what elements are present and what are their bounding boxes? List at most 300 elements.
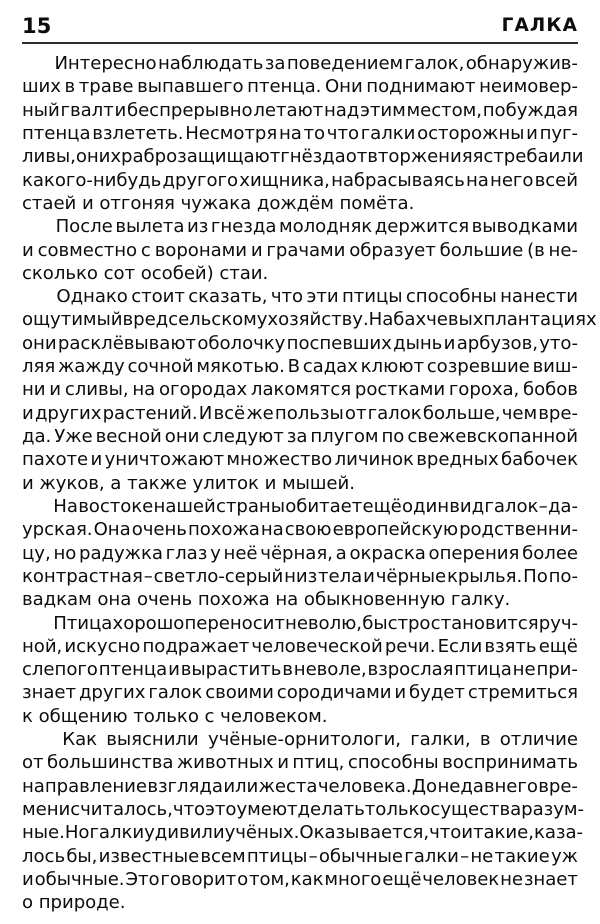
word: становится [430,612,539,634]
word: по- [548,565,578,587]
word: сельскому [168,309,268,331]
word: птиц, [292,752,345,774]
text-line [22,192,578,215]
word: – [308,845,318,867]
word: сливы, [64,379,129,401]
word: вре- [538,402,578,424]
word: при- [536,659,578,681]
word: человека. [317,775,412,797]
word: что [172,799,206,820]
word: Если [437,635,483,657]
text-line [22,751,578,774]
word: держится [374,216,470,238]
word: каза- [533,822,583,844]
word: неволе, [293,659,367,681]
text-line [22,99,578,122]
word: за [264,53,286,74]
word: глаз [165,542,208,564]
word: Несмотря [185,122,278,144]
word: ростками [354,379,446,401]
word: и [168,659,180,681]
word: В [287,356,300,378]
word: галок [484,495,539,517]
word: множество [226,449,333,471]
paragraph [22,285,597,495]
word: урская. [22,519,93,541]
paragraph [22,52,584,215]
word: После [55,216,113,238]
word: из [187,216,209,238]
word: страны [216,495,285,517]
word: разум- [521,799,584,820]
word: такие, [473,822,534,844]
word: бабочек [501,449,578,471]
text-line [22,215,578,238]
word: сочной [127,356,194,378]
text-line [22,262,578,285]
word: делать [297,799,365,820]
word: учёные-орнитологи, [207,729,401,751]
text-line [22,612,578,635]
word: Это [125,868,160,890]
word: и [90,449,103,471]
word: воспринимать [442,752,578,774]
word: взгляда [147,775,223,797]
word: чёрная, [260,542,333,564]
word: жажду [58,356,125,378]
word: считалось, [70,799,173,820]
word: этим [360,99,406,121]
word: и [49,379,62,401]
word: подражает [142,635,250,657]
word: умеют [236,799,298,820]
text-line [22,52,578,75]
text-line [22,239,578,262]
word: гнезда [210,216,277,238]
word: птица [454,659,512,681]
text-line [22,635,578,658]
word: галок [148,682,203,704]
word: обитает [285,495,363,517]
word: не [512,659,536,681]
word: других [34,402,102,424]
word: лось [22,845,66,867]
word: а [335,542,347,564]
word: неволю, [285,612,363,634]
word: такие [494,845,550,867]
word: и [363,565,375,587]
word: вид [449,495,485,517]
text-line [22,448,578,471]
word: отличие [499,729,578,751]
word: говорит [160,868,237,890]
word: же [246,402,274,424]
word: руч- [538,612,578,634]
word: животных [176,752,274,774]
word: Но [64,822,90,844]
word: поспевших [286,332,392,354]
line-text: о природе. [22,892,126,914]
text-line [22,728,578,751]
text-line [22,542,578,565]
word: направление [22,775,147,797]
word: совместно [37,239,138,261]
word: другого [162,169,239,191]
text-line [22,681,578,704]
word: траве [78,76,134,98]
text-line [22,402,578,425]
word: взрослая [367,659,454,681]
word: птенца [22,122,91,144]
word: галок [367,402,422,424]
word: созревшие [426,356,530,378]
word: и [526,122,538,144]
word: До [411,775,438,797]
text-line [22,658,578,681]
word: эти [306,286,339,308]
word: неимовер- [479,76,578,98]
text-line [22,775,578,798]
word: с [140,239,151,261]
word: хорошо [112,612,185,634]
word: взлететь. [92,122,184,144]
paragraph [22,215,578,285]
word: и [461,822,473,844]
word: учёных. [224,822,300,844]
word: только [364,799,431,820]
word: и [114,99,127,121]
word: ной, [22,635,63,657]
word: всей [534,169,578,191]
word: личинок [334,449,414,471]
word: за [286,426,308,447]
running-title: ГАЛКА [501,15,578,36]
text-line [22,355,578,378]
word: обычные [318,845,404,867]
word: искусно [64,635,141,657]
text-line [22,425,578,448]
word: уто- [539,332,578,354]
text-line [22,378,578,401]
word: от [344,402,367,424]
word: светло-серый [153,565,284,587]
word: ших [22,76,61,98]
text-line [22,75,578,98]
word: растений. [102,402,198,424]
word: вторжения [367,146,473,168]
word: востоке [78,495,154,517]
word: много [324,868,382,890]
word: дынь [393,332,443,354]
word: сородичами [276,682,392,704]
word: окраска [349,542,426,564]
word: будет [409,682,465,704]
word: быстро [362,612,431,634]
first-line-indent [22,215,53,238]
text-line [22,588,578,611]
word: клюют [360,356,424,378]
paragraph [22,612,578,729]
running-head [22,14,578,44]
word: цу, [22,542,51,564]
word: наблюдать [158,53,264,74]
word: воронами [154,239,247,261]
word: что [429,822,462,844]
word: неё [223,542,258,564]
word: да. [22,426,52,447]
word: слепого [22,659,98,681]
word: пахоте [22,449,89,471]
word: знает [523,868,578,890]
word: бахчевых [393,309,484,331]
word: Оказывается, [299,822,430,844]
word: вырастить [180,659,282,681]
word: в [282,659,293,681]
word: человек [422,868,500,890]
word: выводками [471,216,578,238]
word: низ [284,565,318,587]
word: выяснили [106,729,199,751]
text-line [22,308,597,331]
word: других [78,682,146,704]
word: они [75,146,111,168]
word: родственни- [459,519,578,541]
first-line-indent [22,285,53,308]
word: защищают [177,146,281,168]
word: существа [430,799,522,820]
word: нанести [500,286,578,308]
word: крылья. [446,565,523,587]
word: европейскую [332,519,459,541]
text-line [22,169,578,192]
word: На [53,495,78,517]
word: ный [22,99,60,121]
word: взять [484,635,537,657]
word: стоит [131,286,185,308]
word: бобов [523,379,578,401]
word: очень [131,519,187,541]
word: ливы, [22,146,76,168]
paragraph [22,728,584,915]
word: по [381,426,405,447]
line-text: и жуков, а также улиток и мышей. [22,472,355,494]
word: от [345,146,368,168]
word: ястреба [472,146,549,168]
word: Уже [54,426,93,447]
line-text: вадкам она очень похожа на обыкновенную галку. [22,589,511,611]
word: гороха, [448,379,520,401]
word: ещё [362,495,402,517]
word: пуг- [539,122,578,144]
word: огородах [158,379,248,401]
word: – [460,845,470,867]
word: радужка [79,542,163,564]
word: птицы [246,845,308,867]
word: И [198,402,213,424]
word: садах [302,356,358,378]
line-text: стаей и отгоняя чужака дождём помёта. [22,192,415,214]
word: и [250,239,263,261]
word: на [132,379,156,401]
word: ещё [382,868,422,890]
word: молодняк [278,216,373,238]
word: или [223,775,259,797]
word: это [205,799,237,820]
word: поднимают [366,76,476,98]
word: пользы [274,402,344,424]
word: оболочку [197,332,286,354]
word: большие [439,239,524,261]
word: что [326,122,359,144]
word: летают [253,99,324,121]
word: плантациях [483,309,597,331]
word: ляя [22,356,56,378]
word: лакомятся [250,379,352,401]
word: сказать, [188,286,268,308]
word: На [368,309,394,331]
word: какого-нибудь [22,169,162,191]
word: оперения [428,542,520,564]
word: жеста [258,775,318,797]
word: и [277,752,289,774]
word: беспрерывно [126,99,253,121]
word: грачами [266,239,346,261]
word: – [538,495,548,517]
word: ни [22,379,46,401]
word: и [22,402,34,424]
word: похожа [187,519,260,541]
word: Интересно [54,53,157,74]
word: арбузов, [456,332,538,354]
word: галок, [404,53,465,74]
word: галки [360,122,416,144]
word: галки [89,822,145,844]
text-line [22,565,578,588]
word: ощутимый [22,309,123,331]
word: весной [95,426,162,447]
text-line [22,332,578,355]
word: образует [349,239,436,261]
word: набрасываясь [331,169,465,191]
word: всем [200,845,246,867]
word: на [260,519,284,541]
word: – [143,565,153,587]
word: чёрные [375,565,447,587]
text-line [22,145,584,168]
word: у [210,542,221,564]
word: своими [205,682,274,704]
word: чем [501,402,538,424]
line-text: к общению только с человеком. [22,705,328,727]
word: большинства [47,752,174,774]
text-line [22,495,578,518]
text-line [22,798,584,821]
word: один [402,495,450,517]
word: речи. [384,635,436,657]
word: виш- [532,356,578,378]
page-number: 15 [22,14,52,38]
word: более [522,542,578,564]
word: Птица [53,612,113,634]
word: хозяйству. [267,309,369,331]
first-line-indent [22,612,53,635]
word: как [290,868,324,890]
word: способны [405,286,497,308]
word: что [270,286,304,308]
word: в [479,729,491,751]
text-line [22,518,578,541]
word: нашей [153,495,216,517]
word: свежевскопанной [407,426,578,447]
word: тела [318,565,363,587]
word: ные. [22,822,65,844]
word: расклёвывают [57,332,197,354]
word: побуждая [482,99,578,121]
word: По [523,565,548,587]
word: том, [248,868,290,890]
word: ещё [538,635,578,657]
word: на [278,122,302,144]
word: галки, [410,729,471,751]
word: способны [347,752,439,774]
word: в [64,76,76,98]
text-line [22,285,578,308]
word: гнёзда [280,146,346,168]
word: и [22,239,34,261]
word: о [237,868,249,890]
word: и [22,868,34,890]
word: да- [547,495,578,517]
first-line-indent [22,728,53,751]
word: обычные. [34,868,125,890]
word: плугом [310,426,379,447]
word: и [394,682,407,704]
text-line [22,472,578,495]
word: него [490,169,534,191]
first-line-indent [22,52,53,75]
word: вре- [538,775,578,797]
word: Они [324,76,363,98]
word: контрастная [22,565,143,587]
word: больше, [422,402,501,424]
word: человеческой [251,635,383,657]
word: вылета [115,216,185,238]
paragraph [22,495,578,612]
word: мякотью. [196,356,285,378]
text-line [22,845,578,868]
word: уж [550,845,578,867]
word: они [22,332,57,354]
word: от [22,752,44,774]
body-text [22,52,597,915]
first-line-indent [22,495,53,518]
word: уничтожают [104,449,224,471]
word: то [303,122,326,144]
word: не [500,868,523,890]
word: они [164,426,200,447]
word: следуют [202,426,284,447]
word: вредных [416,449,499,471]
word: бы, [66,845,98,867]
text-line [22,122,578,145]
text-line [22,705,578,728]
word: галки [404,845,459,867]
word: или [548,146,584,168]
word: выпавшего [137,76,244,98]
text-line [22,891,578,914]
word: местом, [406,99,482,121]
word: над [323,99,360,121]
